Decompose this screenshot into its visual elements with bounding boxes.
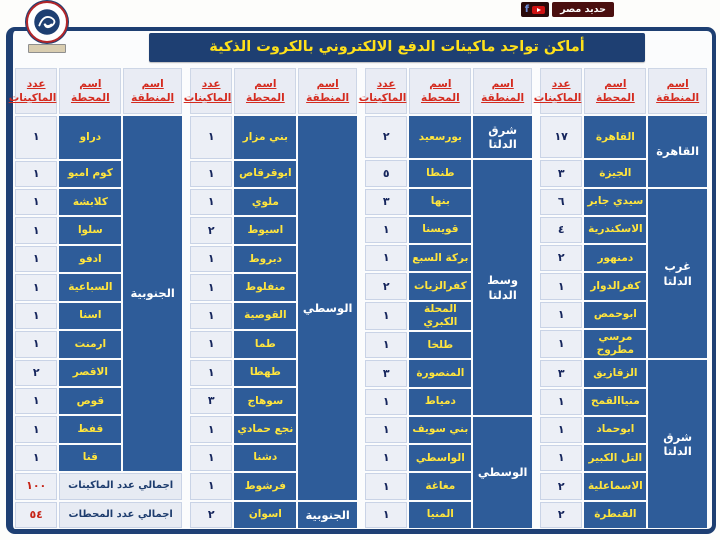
table-group-1: [533, 66, 709, 530]
machine-count-cell: ١: [540, 330, 582, 359]
machine-count-cell: ١٧: [540, 116, 582, 158]
column-header-1: اسم المنطقة: [648, 68, 707, 114]
station-cell: الجيزة: [584, 160, 646, 186]
column-header-3: عدد الماكينات: [15, 68, 57, 114]
machine-count-cell: ٥: [365, 160, 407, 186]
station-cell: بورسعيد: [409, 116, 471, 158]
machine-count-cell: ٢: [190, 502, 232, 528]
machine-count-cell: ١: [190, 274, 232, 300]
machine-count-cell: ١: [190, 246, 232, 272]
stations-table-group-2: [358, 66, 534, 530]
stations-table-group-3: [183, 66, 359, 530]
station-cell: بني مزار: [234, 116, 296, 159]
station-cell: ابوحمص: [584, 302, 646, 328]
machine-count-cell: ١: [190, 445, 232, 471]
machine-count-cell: ٣: [365, 360, 407, 386]
table-group-2: [358, 66, 534, 530]
station-cell: المنصورة: [409, 360, 471, 386]
station-cell: بني سويف: [409, 417, 471, 443]
station-cell: الواسطي: [409, 445, 471, 471]
machine-count-cell: ١: [190, 303, 232, 329]
station-cell: نجع حمادي: [234, 416, 296, 442]
machine-count-cell: ١: [190, 416, 232, 442]
station-cell: كلابشة: [59, 189, 121, 215]
station-cell: القوصية: [234, 303, 296, 329]
machine-count-cell: ١: [365, 302, 407, 331]
machine-count-cell: ١: [15, 416, 57, 442]
stations-table-group-4: [8, 66, 184, 530]
station-cell: الزقازيق: [584, 360, 646, 386]
station-cell: ملوي: [234, 189, 296, 215]
machine-count-cell: ١: [365, 417, 407, 443]
region-cell: وسط الدلتا: [473, 160, 532, 415]
station-cell: بركة السبع: [409, 245, 471, 271]
station-cell: قويسنا: [409, 217, 471, 243]
column-header-2: اسم المحطة: [584, 68, 646, 114]
machine-count-cell: ٣: [540, 160, 582, 186]
station-cell: كوم امبو: [59, 161, 121, 187]
station-cell: قفط: [59, 416, 121, 442]
region-cell: القاهرة: [648, 116, 707, 187]
machine-count-cell: ١: [190, 161, 232, 187]
machine-count-cell: ١: [540, 417, 582, 443]
machine-count-cell: ١: [365, 217, 407, 243]
column-header-1: اسم المنطقة: [123, 68, 182, 114]
station-cell: اسنا: [59, 303, 121, 329]
region-cell: غرب الدلتا: [648, 189, 707, 359]
station-cell: ادفو: [59, 246, 121, 272]
machine-count-cell: ٢: [540, 473, 582, 499]
machine-count-cell: ٢: [365, 273, 407, 299]
station-cell: سيدي جابر: [584, 189, 646, 215]
machine-count-cell: ١: [15, 217, 57, 243]
station-cell: فرشوط: [234, 473, 296, 499]
station-cell: سوهاج: [234, 388, 296, 414]
station-cell: منفلوط: [234, 274, 296, 300]
station-cell: دراو: [59, 116, 121, 159]
page-title: أماكن تواجد ماكينات الدفع الالكتروني بالكروت الذكية: [149, 33, 645, 62]
station-cell: دمياط: [409, 389, 471, 415]
machine-count-cell: ٢: [540, 502, 582, 528]
column-header-3: عدد الماكينات: [190, 68, 232, 114]
channel-watermark: [521, 2, 614, 17]
machine-count-cell: ١: [365, 445, 407, 471]
station-cell: الاقصر: [59, 360, 121, 386]
column-header-2: اسم المحطة: [409, 68, 471, 114]
seal-ring: [26, 1, 68, 43]
station-cell: طلخا: [409, 332, 471, 358]
column-header-3: عدد الماكينات: [540, 68, 582, 114]
machine-count-cell: ١: [15, 116, 57, 159]
station-cell: ديروط: [234, 246, 296, 272]
machine-count-cell: ١: [15, 388, 57, 414]
machine-count-cell: ١: [190, 116, 232, 159]
watermark-social-icons: [521, 2, 549, 17]
machine-count-cell: ٣: [365, 189, 407, 215]
machine-count-cell: ١: [540, 445, 582, 471]
station-cell: السباعية: [59, 274, 121, 300]
station-cell: القاهرة: [584, 116, 646, 158]
column-header-1: اسم المنطقة: [298, 68, 357, 114]
station-cell: دشنا: [234, 445, 296, 471]
station-cell: ابوقرقاص: [234, 161, 296, 187]
machine-count-cell: ٢: [540, 245, 582, 271]
machine-count-cell: ١: [365, 502, 407, 528]
youtube-icon: [532, 6, 545, 14]
station-cell: كفرالزيات: [409, 273, 471, 299]
seal-caption-plate: [28, 44, 66, 53]
railways-seal-logo: [22, 1, 72, 53]
machine-count-cell: ١: [15, 303, 57, 329]
station-cell: سلوا: [59, 217, 121, 243]
machine-count-cell: ٢: [15, 360, 57, 386]
column-header-2: اسم المحطة: [234, 68, 296, 114]
region-cell: شرق الدلتا: [648, 360, 707, 528]
total-machines-value: ١٠٠: [15, 473, 57, 499]
machine-count-cell: ١: [365, 473, 407, 499]
station-cell: طنطا: [409, 160, 471, 186]
total-stations-value: ٥٤: [15, 502, 57, 528]
station-cell: بنها: [409, 189, 471, 215]
machine-count-cell: ١: [540, 389, 582, 415]
region-cell: الوسطي: [298, 116, 357, 500]
machine-count-cell: ١: [540, 302, 582, 328]
machine-count-cell: ١: [190, 473, 232, 499]
machine-count-cell: ١: [15, 445, 57, 471]
station-cell: طما: [234, 331, 296, 357]
station-cell: المنيا: [409, 502, 471, 528]
machine-count-cell: ٦: [540, 189, 582, 215]
machine-count-cell: ١: [190, 189, 232, 215]
table-group-3: [183, 66, 359, 530]
column-header-3: عدد الماكينات: [365, 68, 407, 114]
station-cell: الاسكندرية: [584, 217, 646, 243]
machine-count-cell: ٤: [540, 217, 582, 243]
station-cell: اسوان: [234, 502, 296, 528]
column-header-1: اسم المنطقة: [473, 68, 532, 114]
station-cell: دمنهور: [584, 245, 646, 271]
station-cell: المحلة الكبري: [409, 302, 471, 331]
station-cell: كفرالدوار: [584, 273, 646, 299]
column-header-2: اسم المحطة: [59, 68, 121, 114]
station-cell: اسيوط: [234, 217, 296, 243]
watermark-channel-name: حديد مصر: [552, 2, 614, 17]
machine-count-cell: ٢: [190, 217, 232, 243]
machine-count-cell: ٣: [190, 388, 232, 414]
machine-count-cell: ١: [15, 246, 57, 272]
machine-count-cell: ١: [540, 273, 582, 299]
region-cell: شرق الدلتا: [473, 116, 532, 158]
region-cell: الجنوبية: [298, 502, 357, 528]
station-cell: ابوحماد: [584, 417, 646, 443]
region-cell: الوسطي: [473, 417, 532, 528]
facebook-icon: f: [524, 3, 530, 15]
machine-count-cell: ١: [190, 331, 232, 357]
station-cell: ارمنت: [59, 331, 121, 357]
total-machines-label: اجمالي عدد الماكينات: [59, 473, 182, 499]
machine-count-cell: ١: [365, 245, 407, 271]
station-cell: منياالقمح: [584, 389, 646, 415]
station-cell: طهطا: [234, 360, 296, 386]
machine-count-cell: ٣: [540, 360, 582, 386]
station-cell: مرسي مطروح: [584, 330, 646, 359]
table-group-4: [8, 66, 184, 530]
machine-count-cell: ١: [15, 189, 57, 215]
machine-count-cell: ١: [190, 360, 232, 386]
station-cell: قنا: [59, 445, 121, 471]
machine-count-cell: ١: [15, 274, 57, 300]
station-cell: التل الكبير: [584, 445, 646, 471]
machine-count-cell: ١: [365, 332, 407, 358]
machine-count-cell: ٢: [365, 116, 407, 158]
machine-count-cell: ١: [15, 331, 57, 357]
machine-count-cell: ١: [15, 161, 57, 187]
machine-count-cell: ١: [365, 389, 407, 415]
stations-table-group-1: [533, 66, 709, 530]
station-cell: الاسماعلية: [584, 473, 646, 499]
station-cell: قوص: [59, 388, 121, 414]
total-stations-label: اجمالي عدد المحطات: [59, 502, 182, 528]
region-cell: الجنوبية: [123, 116, 182, 471]
stations-tables: [8, 66, 709, 530]
station-cell: مغاغة: [409, 473, 471, 499]
seal-calligraphy-icon: [30, 5, 64, 39]
station-cell: القنطرة: [584, 502, 646, 528]
